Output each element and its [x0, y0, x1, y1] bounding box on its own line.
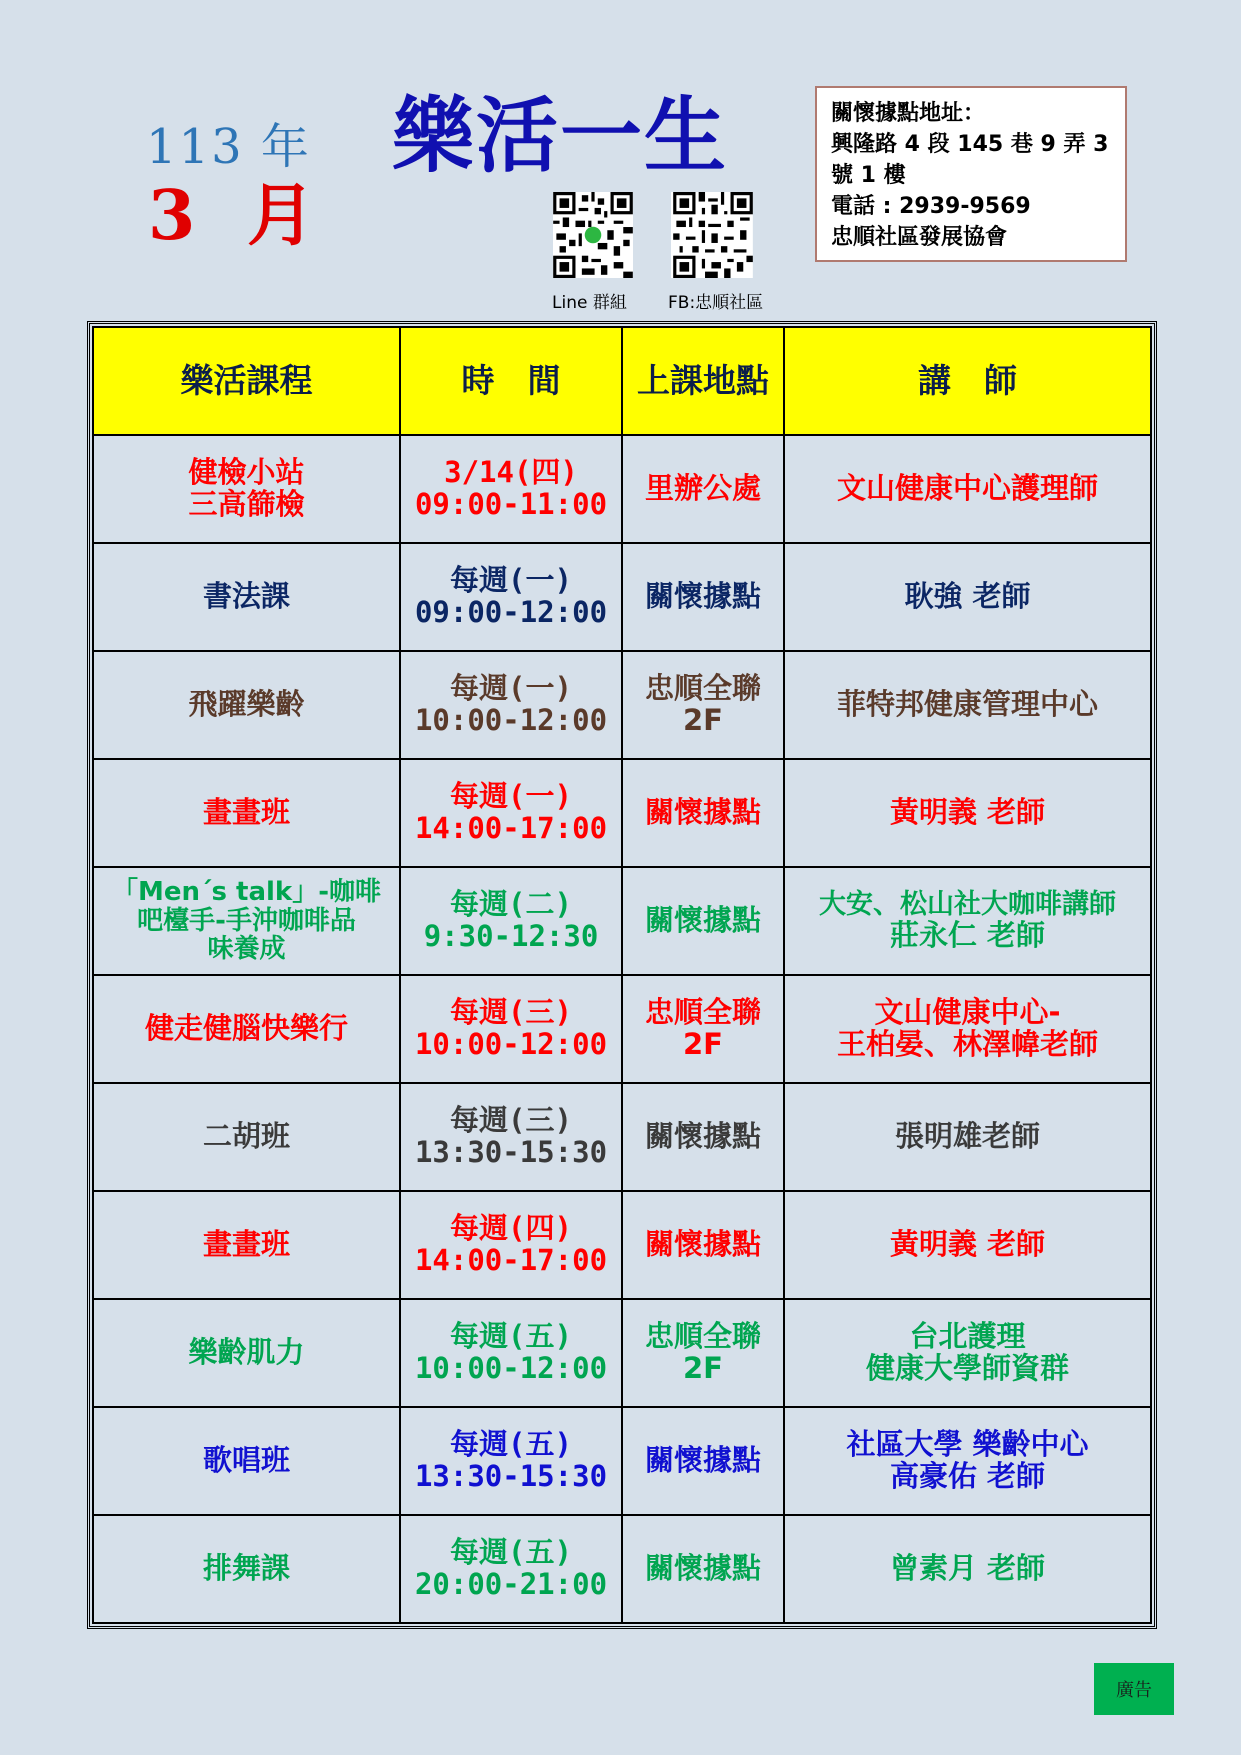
cell-teacher-line: 高豪佑 老師: [889, 1459, 1046, 1493]
cell-teacher-line: 大安、松山社大咖啡講師: [819, 889, 1116, 921]
cell-teacher: [784, 435, 1151, 543]
cell-course-line: 二胡班: [202, 1119, 290, 1154]
cell-place-line: 忠順全聯: [644, 671, 761, 706]
cell-teacher-line: 黃明義 老師: [889, 795, 1046, 830]
cell-teacher: [784, 1299, 1151, 1407]
cell-teacher-line: 王柏晏、林澤幃老師: [836, 1027, 1098, 1061]
cell-course-line: 健走健腦快樂行: [144, 1011, 348, 1046]
cell-time-line: 13:30-15:30: [414, 1459, 608, 1493]
cell-time-line: 每週(四): [450, 1211, 572, 1246]
qr-code-icon: [553, 192, 633, 278]
cell-course: [93, 867, 400, 975]
cell-time-line: 每週(五): [450, 1535, 572, 1570]
cell-teacher: [784, 1515, 1151, 1623]
cell-place-line: 2F: [683, 1351, 723, 1385]
table-row: [93, 651, 1151, 759]
cell-time: [400, 651, 622, 759]
cell-teacher: [784, 543, 1151, 651]
cell-course-line: 飛躍樂齡: [188, 687, 305, 722]
cell-course-line: 樂齡肌力: [188, 1335, 305, 1370]
cell-place: [622, 975, 784, 1083]
cell-teacher-line: 張明雄老師: [894, 1119, 1040, 1154]
cell-time-line: 09:00-11:00: [414, 487, 608, 521]
cell-time-line: 10:00-12:00: [414, 703, 608, 737]
header-course: 樂活課程: [93, 327, 400, 435]
fb-qr-code[interactable]: [671, 192, 751, 278]
cell-time: [400, 867, 622, 975]
cell-place-line: 關懷據點: [644, 1119, 761, 1154]
phone-line: 電話 : 2939-9569: [831, 194, 1031, 219]
header-teacher: 講 師: [784, 327, 1151, 435]
cell-course: [93, 1299, 400, 1407]
address-line: 興隆路 4 段 145 巷 9 弄 3: [831, 132, 1109, 157]
cell-time: [400, 975, 622, 1083]
table-row: [93, 1407, 1151, 1515]
cell-course: [93, 435, 400, 543]
cell-time: [400, 1407, 622, 1515]
header-time: 時 間: [400, 327, 622, 435]
cell-time: [400, 1083, 622, 1191]
cell-course-line: 排舞課: [202, 1551, 290, 1586]
cell-time: [400, 543, 622, 651]
cell-time: [400, 1515, 622, 1623]
cell-time-line: 每週(五): [450, 1427, 572, 1462]
cell-time-line: 13:30-15:30: [414, 1135, 608, 1169]
table-row: [93, 1515, 1151, 1623]
cell-place-line: 關懷據點: [644, 1227, 761, 1262]
cell-place: [622, 435, 784, 543]
cell-teacher-line: 文山健康中心-: [874, 995, 1061, 1030]
table-row: [93, 975, 1151, 1083]
cell-time-line: 每週(一): [450, 563, 572, 598]
cell-teacher: [784, 975, 1151, 1083]
cell-teacher-line: 健康大學師資群: [865, 1351, 1069, 1385]
address-line: 號 1 樓: [831, 163, 906, 188]
cell-time-line: 14:00-17:00: [414, 1243, 608, 1277]
cell-time-line: 3/14(四): [444, 455, 578, 490]
table-row: [93, 1083, 1151, 1191]
organization-line: 忠順社區發展協會: [831, 225, 1008, 250]
cell-time-line: 14:00-17:00: [414, 811, 608, 845]
cell-course: [93, 651, 400, 759]
cell-teacher: [784, 759, 1151, 867]
qr-code-icon: [671, 192, 755, 278]
cell-teacher: [784, 651, 1151, 759]
year-label: 113 年: [146, 119, 311, 175]
cell-time-line: 20:00-21:00: [414, 1567, 608, 1601]
cell-course-line: 書法課: [202, 579, 290, 614]
cell-time-line: 每週(二): [450, 887, 572, 922]
schedule-table: [92, 326, 1152, 1624]
cell-course: [93, 543, 400, 651]
cell-place: [622, 543, 784, 651]
cell-course-line: 「Men΄s talk」-咖啡: [112, 877, 381, 908]
cell-time-line: 10:00-12:00: [414, 1351, 608, 1385]
table-row: [93, 1191, 1151, 1299]
line-group-qr-code[interactable]: [553, 192, 633, 278]
cell-place-line: 關懷據點: [644, 795, 761, 830]
cell-time-line: 每週(五): [450, 1319, 572, 1354]
table-row: [93, 435, 1151, 543]
cell-teacher-line: 台北護理: [909, 1319, 1026, 1354]
ad-badge[interactable]: 廣告: [1094, 1663, 1174, 1715]
cell-place-line: 忠順全聯: [644, 1319, 761, 1354]
cell-place-line: 關懷據點: [644, 903, 761, 938]
cell-course: [93, 759, 400, 867]
cell-place: [622, 1083, 784, 1191]
cell-teacher-line: 菲特邦健康管理中心: [836, 687, 1098, 722]
cell-teacher-line: 文山健康中心護理師: [836, 471, 1098, 506]
cell-teacher-line: 莊永仁 老師: [889, 917, 1046, 952]
cell-time-line: 10:00-12:00: [414, 1027, 608, 1061]
cell-time-line: 每週(一): [450, 779, 572, 814]
cell-course-line: 畫畫班: [202, 795, 290, 830]
cell-place: [622, 1299, 784, 1407]
address-box: [815, 86, 1127, 262]
cell-course-line: 味養成: [207, 934, 286, 965]
address-line: 關懷據點地址：: [831, 101, 986, 126]
cell-place-line: 2F: [683, 1027, 723, 1061]
table-header-row: [93, 327, 1151, 435]
cell-course: [93, 1083, 400, 1191]
cell-course: [93, 1407, 400, 1515]
cell-place: [622, 651, 784, 759]
cell-teacher: [784, 1191, 1151, 1299]
cell-time-line: 09:00-12:00: [414, 595, 608, 629]
cell-time: [400, 1191, 622, 1299]
cell-time-line: 9:30-12:30: [423, 919, 599, 953]
cell-teacher-line: 曾素月 老師: [889, 1551, 1046, 1586]
cell-time: [400, 1299, 622, 1407]
schedule-table-frame: [87, 321, 1157, 1629]
month-label: 3 月: [148, 176, 329, 256]
cell-place: [622, 759, 784, 867]
table-row: [93, 543, 1151, 651]
cell-teacher: [784, 867, 1151, 975]
cell-course: [93, 1515, 400, 1623]
cell-place-line: 關懷據點: [644, 579, 761, 614]
table-row: [93, 759, 1151, 867]
fb-caption: FB:忠順社區: [668, 293, 764, 313]
cell-place-line: 2F: [683, 703, 723, 737]
cell-place: [622, 1191, 784, 1299]
table-row: [93, 1299, 1151, 1407]
cell-course-line: 三高篩檢: [188, 487, 305, 521]
cell-place: [622, 867, 784, 975]
cell-place: [622, 1407, 784, 1515]
cell-place-line: 忠順全聯: [644, 995, 761, 1030]
page-title: 樂活一生: [392, 89, 729, 184]
cell-course-line: 歌唱班: [202, 1443, 290, 1478]
cell-course: [93, 975, 400, 1083]
cell-time-line: 每週(三): [450, 995, 572, 1030]
table-row: [93, 867, 1151, 975]
header-place: 上課地點: [622, 327, 784, 435]
cell-teacher-line: 社區大學 樂齡中心: [846, 1427, 1089, 1462]
cell-course-line: 吧檯手-手沖咖啡品: [137, 905, 356, 936]
cell-place-line: 關懷據點: [644, 1443, 761, 1478]
cell-teacher-line: 耿強 老師: [904, 579, 1031, 614]
cell-time-line: 每週(一): [450, 671, 572, 706]
cell-time: [400, 759, 622, 867]
cell-course: [93, 1191, 400, 1299]
cell-teacher: [784, 1083, 1151, 1191]
cell-course-line: 畫畫班: [202, 1227, 290, 1262]
line-group-caption: Line 群組: [552, 293, 627, 313]
cell-place-line: 里辦公處: [644, 471, 761, 506]
cell-time-line: 每週(三): [450, 1103, 572, 1138]
cell-teacher: [784, 1407, 1151, 1515]
cell-place-line: 關懷據點: [644, 1551, 761, 1586]
cell-place: [622, 1515, 784, 1623]
cell-course-line: 健檢小站: [188, 455, 305, 490]
cell-time: [400, 435, 622, 543]
cell-teacher-line: 黃明義 老師: [889, 1227, 1046, 1262]
